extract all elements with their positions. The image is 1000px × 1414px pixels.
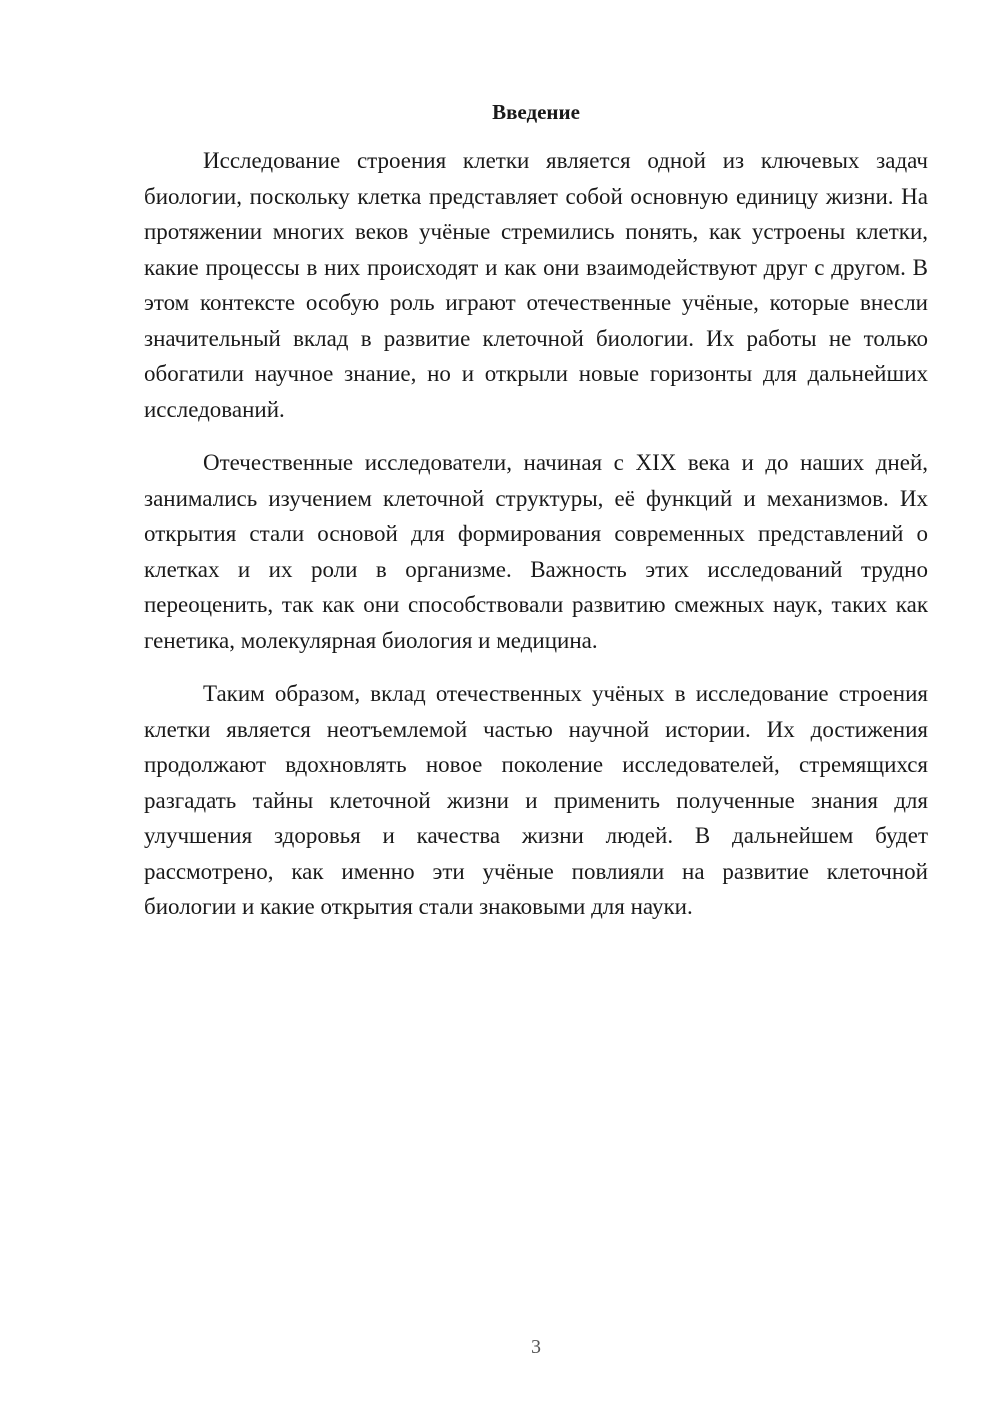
page-number: 3 xyxy=(531,1336,541,1358)
paragraph-2: Отечественные исследователи, начиная с XIX века и до наших дней, занимались изучением клеточной структуры, её функций и механизмов. Их открытия стали основой для формирования современных представлений о клетках и их роли в организме. Важность этих исследований трудно переоценить, так как они способствовали развитию смежных наук, таких как генетика, молекулярная биология и медицина. xyxy=(144,450,928,653)
body-text xyxy=(144,143,928,943)
section-heading: Введение xyxy=(492,100,580,124)
paragraph-3: Таким образом, вклад отечественных учёных в исследование строения клетки является неотъемлемой частью научной истории. Их достижения продолжают вдохновлять новое поколение исследователей, стремящихся разгадать тайны клеточной жизни и применить полученные знания для улучшения здоровья и качества жизни людей. В дальнейшем будет рассмотрено, как именно эти учёные повлияли на развитие клеточной биологии и какие открытия стали знаковыми для науки. xyxy=(144,681,928,919)
paragraph-1: Исследование строения клетки является одной из ключевых задач биологии, поскольку клетка представляет собой основную единицу жизни. На протяжении многих веков учёные стремились понять, как устроены клетки, какие процессы в них происходят и как они взаимодействуют друг с другом. В этом контексте особую роль играют отечественные учёные, которые внесли значительный вклад в развитие клеточной биологии. Их работы не только обогатили научное знание, но и открыли новые горизонты для дальнейших исследований. xyxy=(144,148,928,422)
